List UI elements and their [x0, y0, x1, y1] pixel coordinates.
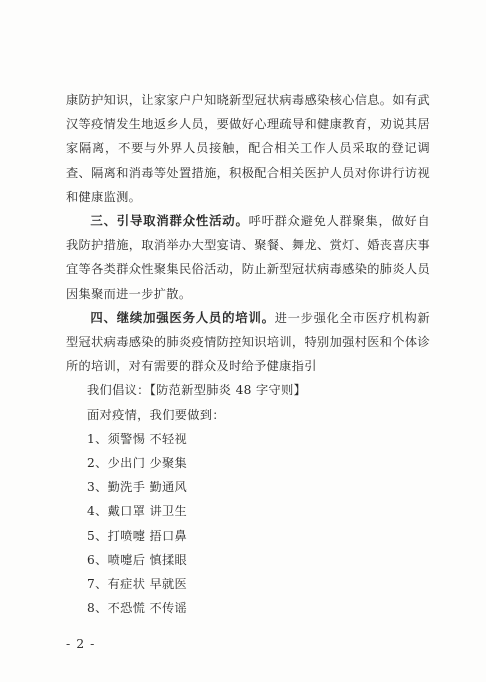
rule-item: 8、不恐慌 不传谣 — [87, 601, 188, 616]
section-4-heading: 四、继续加强医务人员的培训。 — [90, 309, 275, 325]
page-number: - 2 - — [66, 636, 96, 651]
rule-item: 5、打喷嚏 捂口鼻 — [87, 528, 188, 543]
rules-list — [66, 427, 430, 621]
rules-intro: 面对疫情，我们要做到： — [87, 407, 225, 422]
paragraph-section-4 — [66, 306, 430, 379]
rule-item: 2、少出门 少聚集 — [87, 456, 188, 471]
paragraph-section-3 — [66, 209, 430, 306]
section-4-text: 进一步强化全市医疗机构新型冠状病毒感染的肺炎疫情防控知识培训，特别加强村医和个体诊所的培训，对有需要的群众及时给予健康指引 — [66, 310, 430, 374]
initiative-line: 我们倡议：【防范新型肺炎 48 字守则】 — [87, 383, 307, 398]
rule-item: 1、须警惕 不轻视 — [87, 431, 188, 446]
rule-item: 4、戴口罩 讲卫生 — [87, 504, 188, 519]
document-body — [66, 88, 430, 620]
rule-item: 6、喷嚏后 慎揉眼 — [87, 552, 188, 567]
section-3-text: 呼吁群众避免人群聚集，做好自我防护措施，取消举办大型宴请、聚餐、舞龙、赏灯、婚丧喜庆事宜等各类群众性聚集民俗活动，防止新型冠状病毒感染的肺炎人员因集聚而进一步扩散。 — [66, 214, 430, 301]
rule-item: 3、勤洗手 勤通风 — [87, 480, 188, 495]
rule-item: 7、有症状 早就医 — [87, 577, 188, 592]
section-3-heading: 三、引导取消群众性活动。 — [90, 213, 249, 229]
paragraph-health-knowledge: 康防护知识，让家家户户知晓新型冠状病毒感染核心信息。如有武汉等疫情发生地返乡人员，要做好心理疏导和健康教育，劝说其居家隔离，不要与外界人员接触，配合相关工作人员采取的登记调查、隔离和消毒等处置措施，积极配合相关医护人员对你讲行访视和健康监测。 — [66, 93, 430, 204]
